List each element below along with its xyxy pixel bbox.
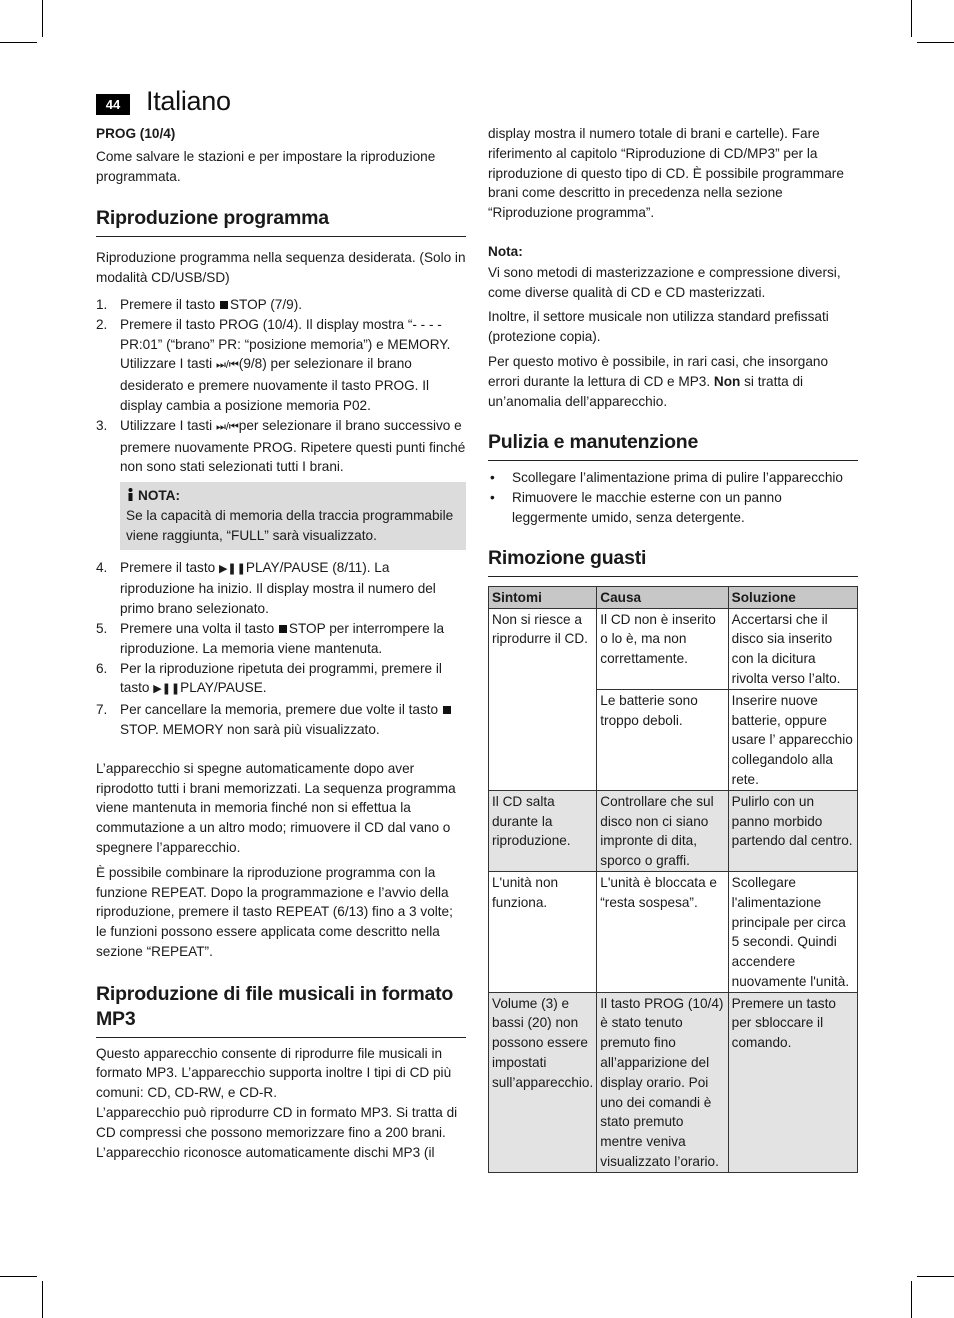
table-cell: Pulirlo con un panno morbido partendo dal centro. [728, 790, 857, 871]
table-cell: Le batterie sono troppo deboli. [597, 689, 728, 790]
note-label: NOTA: [138, 488, 181, 504]
table-row [489, 608, 858, 689]
crop-mark [917, 1276, 954, 1277]
crop-mark [0, 42, 37, 43]
table-cell: Il CD non è inserito o lo è, ma non correttamente. [597, 608, 728, 689]
list-item: 5. Premere una volta il tasto STOP per interrompere la riproduzione. La memoria viene mantenuta. [96, 620, 445, 656]
skip-forward-back-icon: ⏭/⏮ [215, 420, 239, 433]
crop-mark [917, 42, 954, 43]
mp3-paragraph-2: L’apparecchio può riprodurre CD in formato MP3. Si tratta di CD compressi che possono memorizzare fino a 200 brani. L’apparecchio riconosce automaticamente dischi MP3 (il [96, 1105, 458, 1160]
continued-text: display mostra il numero totale di brani e cartelle). Fare riferimento al capitolo “Riproduzione di CD/MP3” per la riproduzione di questo tipo di CD. È possibile programmare brani come descritto in precedenza nella sezione “Riproduzione programma”. [488, 126, 844, 221]
prog-title: PROG (10/4) [96, 126, 176, 141]
page-number: 44 [96, 94, 130, 115]
nota-paragraph-2: Inoltre, il settore musicale non utilizza standard prefissati (protezione copia). [488, 309, 829, 345]
list-item: 7. Per cancellare la memoria, premere due volte il tasto STOP. MEMORY non sarà più visualizzato. [96, 700, 466, 740]
prog-description: Come salvare le stazioni e per impostare la riproduzione programmata. [96, 148, 436, 184]
table-row [489, 992, 858, 1172]
programma-intro: Riproduzione programma nella sequenza desiderata. (Solo in modalità CD/USB/SD) [96, 250, 466, 286]
table-cell: Volume (3) e bassi (20) non possono essere impostati sull’apparecchio. [489, 992, 597, 1172]
paragraph-repeat: È possibile combinare la riproduzione programma con la funzione REPEAT. Dopo la programmazione e l’avvio della riproduzione, premere il tasto REPEAT (6/13) fino a 3 volte; le funzioni possono essere applicata come descritto nella sezione “REPEAT”. [96, 864, 453, 959]
steps-list-2 [96, 558, 466, 740]
pulizia-bullets [488, 468, 858, 527]
nota-label: Nota: [488, 243, 523, 259]
stop-icon [279, 625, 287, 633]
table-cell: Non si riesce a riprodurre il CD. [489, 608, 597, 790]
right-column [488, 124, 858, 1173]
troubleshooting-table [488, 586, 858, 1173]
column-header: Sintomi [489, 586, 597, 608]
skip-forward-back-icon: ⏭/⏮ [215, 359, 239, 372]
table-header-row [489, 586, 858, 608]
play-pause-icon: ▶❚❚ [153, 683, 181, 696]
table-cell: Inserire nuove batterie, oppure usare l’ apparecchio collegandolo alla rete. [728, 689, 857, 790]
heading-riproduzione-programma: Riproduzione programma [96, 206, 466, 237]
steps-list-1 [96, 295, 466, 477]
list-item: 4. Premere il tasto ▶❚❚PLAY/PAUSE (8/11). La riproduzione ha inizio. Il display mostra il numero del primo brano selezionato. [96, 559, 436, 617]
table-cell: Il CD salta durante la riproduzione. [489, 790, 597, 871]
crop-mark [0, 1276, 37, 1277]
crop-mark [911, 0, 912, 37]
table-cell: Il tasto PROG (10/4) è stato tenuto premuto fino all’apparizione del display orario. Poi uno dei comandi è stato premuto mentre veniva visualizzato l’orario. [597, 992, 728, 1172]
table-row [489, 871, 858, 992]
stop-icon [220, 301, 228, 309]
table-cell: Premere un tasto per sbloccare il comando. [728, 992, 857, 1172]
table-row [489, 790, 858, 871]
list-item: • Rimuovere le macchie esterne con un panno leggermente umido, senza detergente. [490, 490, 782, 525]
column-header: Causa [597, 586, 728, 608]
list-item: 6. Per la riproduzione ripetuta dei programmi, premere il tasto ▶❚❚PLAY/PAUSE. [96, 660, 442, 696]
column-header: Soluzione [728, 586, 857, 608]
nota-paragraph-1: Vi sono metodi di masterizzazione e compressione diversi, come diverse qualità di CD e CD masterizzati. [488, 264, 841, 300]
nota-paragraph-3: Per questo motivo è possibile, in rari casi, che insorgano errori durante la lettura di CD e MP3. Non si tratta di un’anomalia dell’apparecchio. [488, 353, 829, 409]
table-cell: Scollegare l'alimentazione principale per circa 5 secondi. Quindi accendere nuovamente l'unità. [728, 871, 857, 992]
note-text: Se la capacità di memoria della traccia programmabile viene raggiunta, “FULL” sarà visualizzato. [126, 507, 454, 543]
table-cell: Controllare che sul disco non ci siano impronte di dita, sporco o graffi. [597, 790, 728, 871]
crop-mark [911, 1281, 912, 1318]
left-column [96, 124, 466, 1167]
crop-mark [42, 1281, 43, 1318]
note-box [120, 482, 466, 549]
list-item: 2. Premere il tasto PROG (10/4). Il display mostra “- - - - PR:01” (“brano” PR: “posizione memoria”) e MEMORY. Utilizzare I tasti ⏭/⏮(9/8) per selezionare il brano desiderato e premere nuovamente il tasto PROG. Il display cambia a posizione memoria P02. [96, 316, 451, 413]
heading-pulizia: Pulizia e manutenzione [488, 430, 858, 461]
list-item: 1. Premere il tasto STOP (7/9). [96, 296, 302, 312]
stop-icon [443, 706, 451, 714]
table-cell: Accertarsi che il disco sia inserito con la dicitura rivolta verso l’alto. [728, 608, 857, 689]
heading-mp3: Riproduzione di file musicali in formato MP3 [96, 982, 466, 1038]
heading-rimozione-guasti: Rimozione guasti [488, 546, 858, 577]
play-pause-icon: ▶❚❚ [218, 562, 246, 575]
info-icon [126, 488, 135, 502]
list-item: 3. Utilizzare I tasti ⏭/⏮per selezionare il brano successivo e premere nuovamente PROG. Ripetere questi punti finché non sono stati selezionati tutti I brani. [96, 417, 466, 475]
table-cell: L'unità è bloccata e “resta sospesa”. [597, 871, 728, 992]
crop-mark [42, 0, 43, 37]
list-item: • Scollegare l’alimentazione prima di pulire l’apparecchio [490, 470, 843, 486]
table-cell: L'unità non funziona. [489, 871, 597, 992]
mp3-paragraph-1: Questo apparecchio consente di riprodurre file musicali in formato MP3. L’apparecchio supporta inoltre I tipi di CD più comuni: CD, CD-RW, e CD-R. [96, 1045, 452, 1101]
page-title: Italiano [146, 86, 231, 116]
paragraph-auto-off: L’apparecchio si spegne automaticamente dopo aver riprodotto tutti i brani memorizzati. La sequenza programma viene mantenuta in memoria finché non si effettua la commutazione a un altro modo; rimuovere il CD dal vano o spegnere l’apparecchio. [96, 760, 456, 855]
